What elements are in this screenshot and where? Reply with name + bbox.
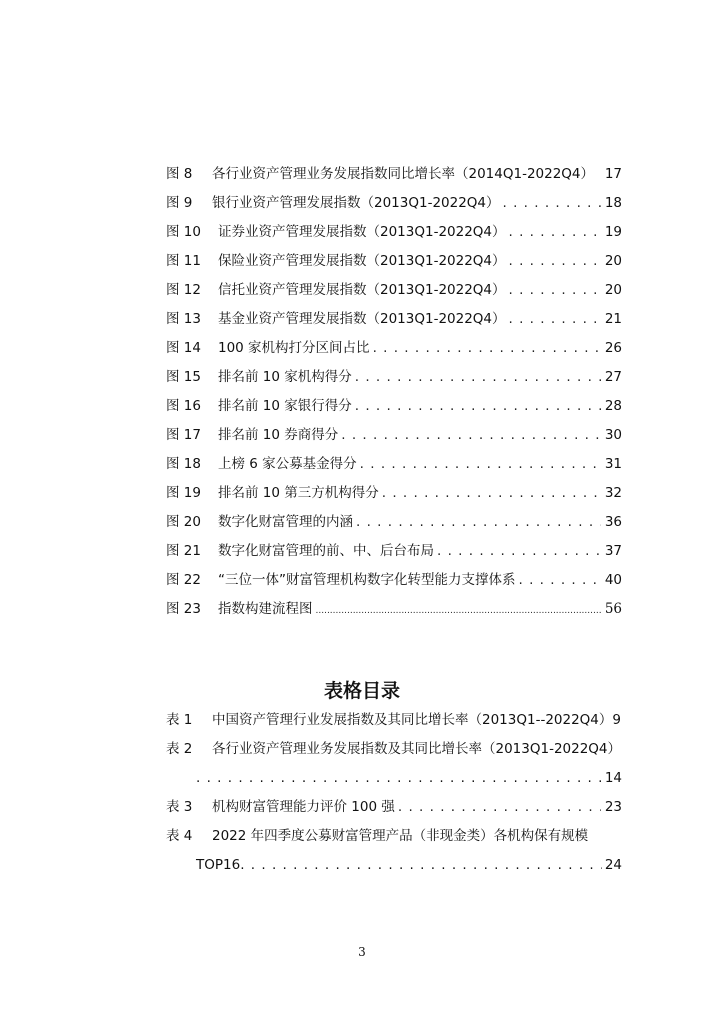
- toc-entry-fig21[interactable]: [166, 535, 622, 559]
- tables-heading: 表格目录: [323, 680, 400, 702]
- entry-page: 56: [604, 601, 622, 617]
- entry-title: 证券业资产管理发展指数（2013Q1-2022Q4）: [218, 224, 506, 240]
- entry-title: 排名前 10 家银行得分: [218, 398, 352, 414]
- toc-entry-table4[interactable]: [166, 820, 622, 844]
- dot-leader: [360, 456, 601, 472]
- entry-title: 机构财富管理能力评价 100 强: [212, 799, 395, 815]
- dot-leader: [382, 485, 601, 501]
- toc-entry-fig18[interactable]: [166, 448, 622, 472]
- entry-label: 图 18: [166, 456, 201, 472]
- entry-page: 20: [604, 282, 622, 298]
- entry-page: 30: [604, 427, 622, 443]
- dot-leader: [503, 195, 601, 211]
- entry-page: 26: [604, 340, 622, 356]
- dot-leader: [509, 224, 601, 240]
- entry-page: 37: [604, 543, 622, 559]
- toc-entry-table2-cont[interactable]: [196, 762, 622, 786]
- entry-label: 图 10: [166, 224, 201, 240]
- dot-leader: [373, 340, 601, 356]
- entry-title: 2022 年四季度公募财富管理产品（非现金类）各机构保有规模: [212, 828, 589, 844]
- entry-title: 排名前 10 券商得分: [218, 427, 339, 443]
- toc-entry-fig23[interactable]: [166, 593, 622, 617]
- toc-entry-fig22[interactable]: [166, 564, 622, 588]
- entry-title: 中国资产管理行业发展指数及其同比增长率（2013Q1--2022Q4）: [212, 712, 613, 728]
- toc-entry-fig14[interactable]: [166, 332, 622, 356]
- entry-page: 9: [612, 712, 621, 728]
- toc-entry-fig11[interactable]: [166, 245, 622, 269]
- entry-page: 36: [604, 514, 622, 530]
- entry-label: 图 21: [166, 543, 201, 559]
- entry-page: 21: [604, 311, 622, 327]
- entry-label: 图 19: [166, 485, 201, 501]
- dot-leader: [398, 799, 601, 815]
- entry-label: 图 13: [166, 311, 201, 327]
- entry-label: 图 15: [166, 369, 201, 385]
- entry-title: 排名前 10 家机构得分: [218, 369, 352, 385]
- entry-label: 图 17: [166, 427, 201, 443]
- toc-entry-fig17[interactable]: [166, 419, 622, 443]
- dot-leader: [355, 369, 601, 385]
- dot-leader: [316, 601, 602, 617]
- entry-title: 各行业资产管理业务发展指数及其同比增长率（2013Q1-2022Q4）: [212, 741, 622, 757]
- entry-title: 基金业资产管理发展指数（2013Q1-2022Q4）: [218, 311, 506, 327]
- entry-page: 24: [604, 857, 622, 873]
- entry-page: 20: [604, 253, 622, 269]
- entry-title-continued: TOP16: [196, 857, 241, 873]
- entry-title: 数字化财富管理的内涵: [218, 514, 353, 530]
- entry-title: “三位一体”财富管理机构数字化转型能力支撑体系: [218, 572, 516, 588]
- dot-leader: [519, 572, 602, 588]
- entry-page: 40: [604, 572, 622, 588]
- entry-page: 31: [604, 456, 622, 472]
- toc-entry-fig20[interactable]: [166, 506, 622, 530]
- entry-label: 图 16: [166, 398, 201, 414]
- entry-page: 27: [604, 369, 622, 385]
- toc-entry-table3[interactable]: [166, 791, 622, 815]
- dot-leader: [356, 514, 601, 530]
- dot-leader: [437, 543, 601, 559]
- toc-entry-table1[interactable]: [166, 704, 628, 728]
- dot-leader: [196, 770, 602, 786]
- toc-entry-table4-cont[interactable]: [196, 849, 622, 873]
- dot-leader: [509, 282, 601, 298]
- toc-entry-table2[interactable]: [166, 733, 622, 757]
- entry-label: 表 2: [166, 741, 193, 757]
- entry-title: 上榜 6 家公募基金得分: [218, 456, 357, 472]
- toc-entry-fig19[interactable]: [166, 477, 622, 501]
- entry-label: 图 8: [166, 166, 193, 182]
- entry-label: 表 3: [166, 799, 193, 815]
- entry-label: 图 20: [166, 514, 201, 530]
- entry-label: 图 11: [166, 253, 201, 269]
- entry-page: 18: [604, 195, 622, 211]
- entry-page: 17: [604, 166, 622, 182]
- dot-leader: [509, 253, 601, 269]
- entry-page: 28: [604, 398, 622, 414]
- entry-label: 表 1: [166, 712, 193, 728]
- dot-leader: [509, 311, 601, 327]
- toc-entry-fig16[interactable]: [166, 390, 622, 414]
- entry-page: 19: [604, 224, 622, 240]
- dot-leader: [355, 398, 601, 414]
- toc-entry-fig8[interactable]: [166, 158, 622, 182]
- toc-entry-fig15[interactable]: [166, 361, 622, 385]
- dot-leader: [341, 427, 601, 443]
- entry-page: 32: [604, 485, 622, 501]
- dot-leader: [240, 857, 602, 873]
- entry-page: 23: [604, 799, 622, 815]
- entry-title: 银行业资产管理发展指数（2013Q1-2022Q4）: [212, 195, 500, 211]
- entry-label: 图 14: [166, 340, 201, 356]
- entry-page: 14: [604, 770, 622, 786]
- entry-label: 图 9: [166, 195, 193, 211]
- toc-entry-fig9[interactable]: [166, 187, 622, 211]
- toc-entry-fig12[interactable]: [166, 274, 622, 298]
- toc-entry-fig13[interactable]: [166, 303, 622, 327]
- toc-entry-fig10[interactable]: [166, 216, 622, 240]
- entry-title: 数字化财富管理的前、中、后台布局: [218, 543, 434, 559]
- entry-title: 指数构建流程图: [218, 601, 313, 617]
- entry-label: 表 4: [166, 828, 193, 844]
- entry-label: 图 22: [166, 572, 201, 588]
- entry-title: 100 家机构打分区间占比: [218, 340, 370, 356]
- entry-title: 保险业资产管理发展指数（2013Q1-2022Q4）: [218, 253, 506, 269]
- page-number: 3: [358, 945, 366, 959]
- entry-title: 信托业资产管理发展指数（2013Q1-2022Q4）: [218, 282, 506, 298]
- entry-title: 各行业资产管理业务发展指数同比增长率（2014Q1-2022Q4）: [212, 166, 595, 182]
- entry-label: 图 23: [166, 601, 201, 617]
- entry-label: 图 12: [166, 282, 201, 298]
- entry-title: 排名前 10 第三方机构得分: [218, 485, 379, 501]
